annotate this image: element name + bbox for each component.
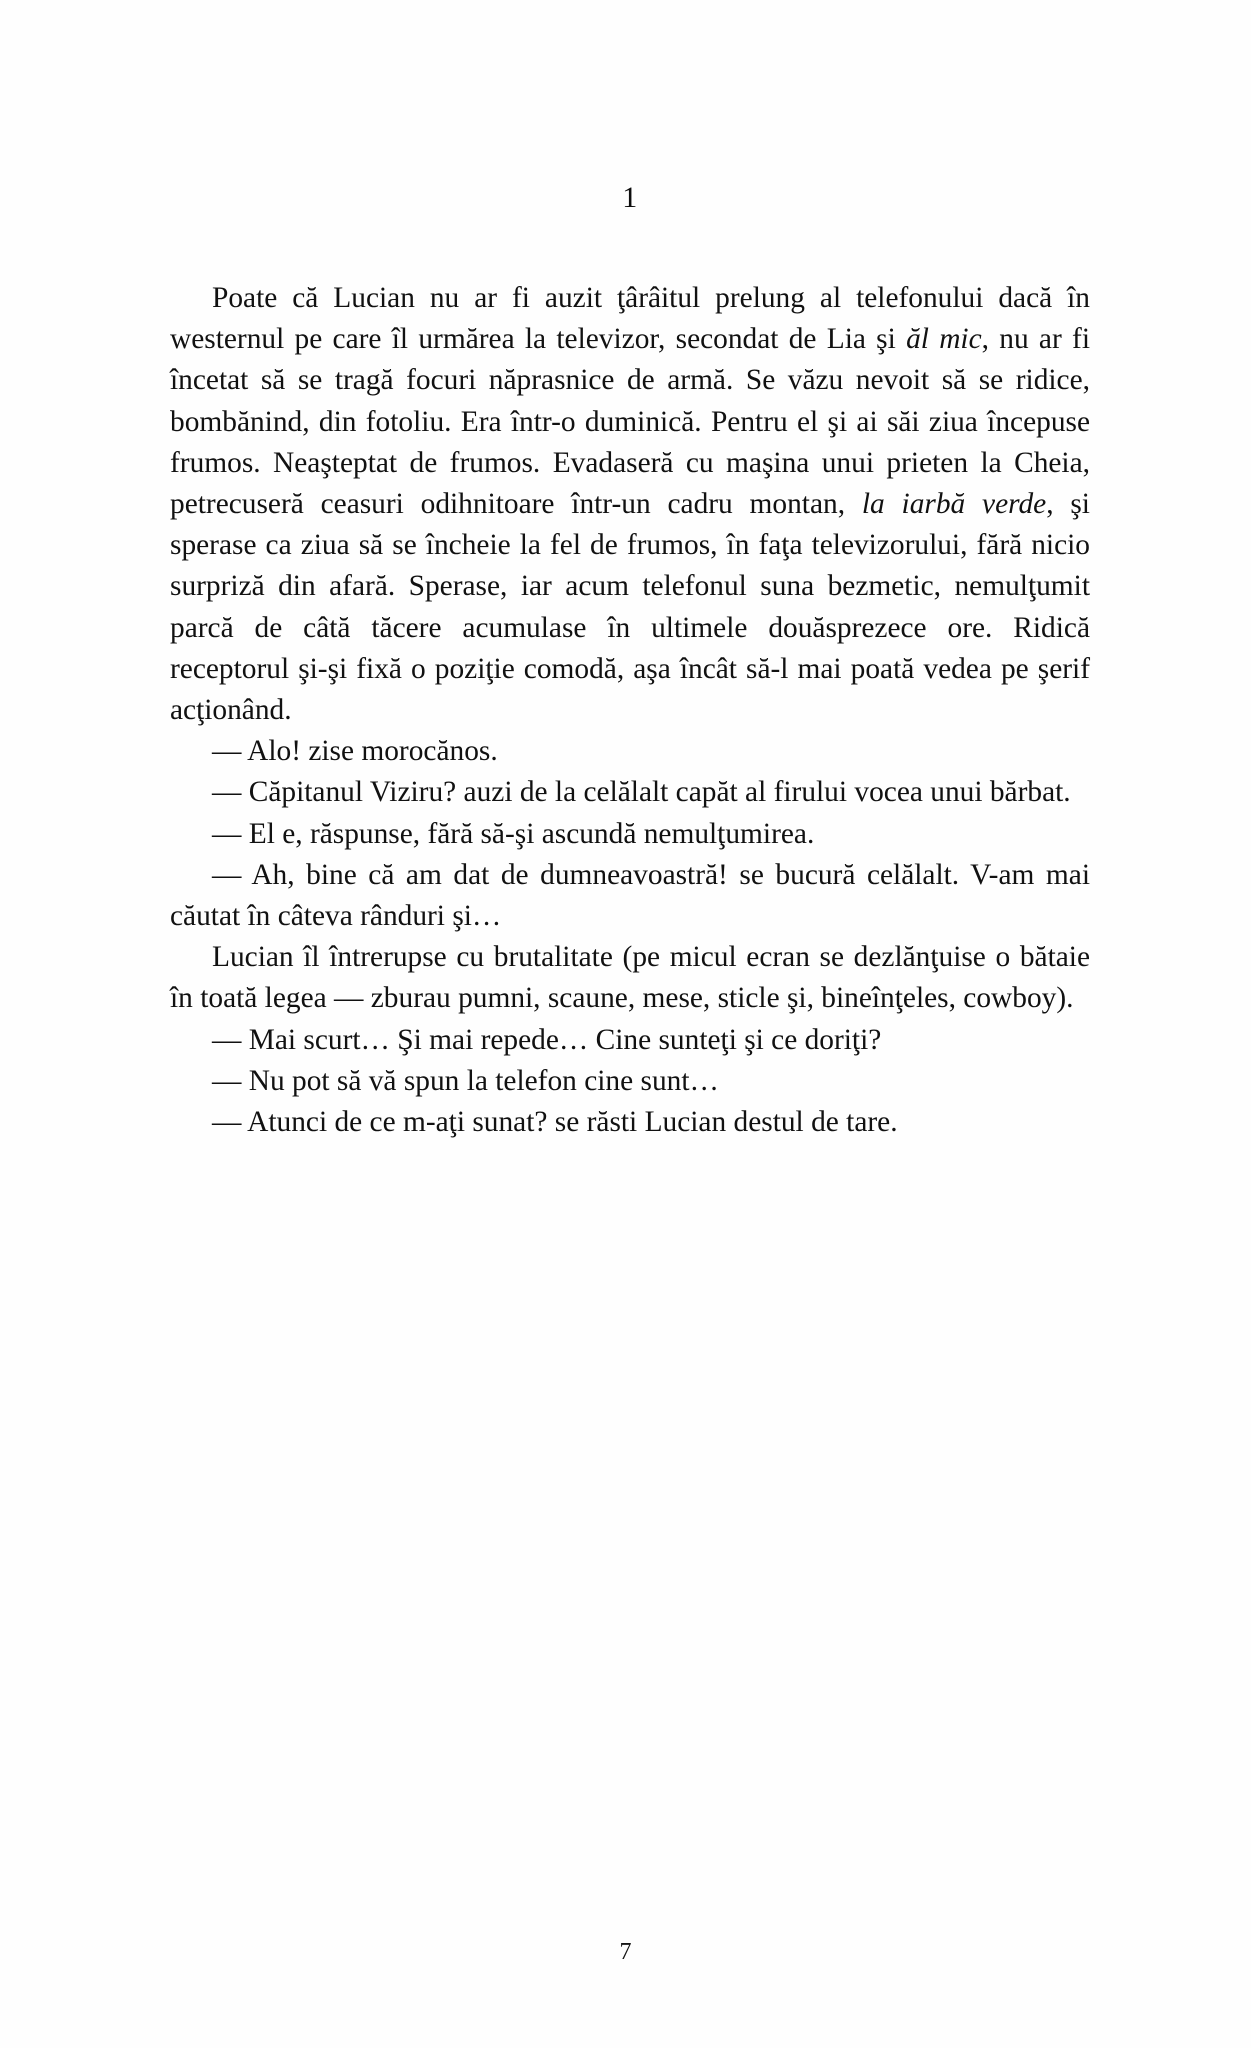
narrative-paragraph	[170, 937, 1090, 1019]
text-run: , şi sperase ca ziua să se încheie la fel de frumos, în faţa televizorului, fără nicio surpriză din afară. Sperase, iar acum telefonul suna bezmetic, nemulţumit parcă de câtă tăcere acumulase în ultimele douăsprezece ore. Ridică receptorul şi-şi fixă o poziţie comodă, aşa încât să-l mai poată vedea pe şerif acţionând.	[170, 488, 1090, 727]
page-folio-number: 7	[619, 1939, 632, 1965]
dialogue-paragraph	[170, 1102, 1090, 1143]
text-run: Poate că Lucian nu ar fi auzit ţârâitul prelung al telefonului dacă în westernul pe care îl urmărea la televizor, secondat de Lia şi	[170, 282, 1090, 356]
text-run: — Nu pot să vă spun la telefon cine sunt…	[212, 1064, 719, 1097]
text-run: — Mai scurt… Şi mai repede… Cine sunteţi şi ce doriţi?	[212, 1023, 882, 1056]
text-run: — Ah, bine că am dat de dumneavoastră! se bucură celălalt. V-am mai căutat în câteva rânduri şi…	[170, 858, 1090, 933]
text-run: , nu ar fi încetat să se tragă focuri năprasnice de armă. Se văzu nevoit să se ridice, bombănind, din fotoliu. Era într-o duminică. Pentru el şi ai săi ziua începuse frumos. Neaşteptat de frumos. Evadaseră cu maşina unui prieten la Cheia, petrecuseră ceasuri odihnitoare într-un cadru montan,	[170, 323, 1090, 521]
text-run: Lucian îl întrerupse cu brutalitate (pe micul ecran se dezlănţuise o bătaie în toată legea — zburau pumni, scaune, mese, sticle şi, bineînţeles, cowboy).	[170, 941, 1090, 1015]
italic-phrase: ăl mic	[906, 323, 982, 356]
dialogue-paragraph	[170, 814, 1090, 855]
dialogue-paragraph	[170, 772, 1090, 813]
body-text	[170, 278, 1090, 1143]
chapter-number: 1	[622, 181, 638, 214]
text-run: — El e, răspunse, fără să-şi ascundă nemulţumirea.	[212, 817, 815, 850]
narrative-paragraph	[170, 278, 1090, 731]
dialogue-paragraph	[170, 1061, 1090, 1102]
text-run: — Căpitanul Viziru? auzi de la celălalt capăt al firului vocea unui bărbat.	[212, 776, 1071, 809]
text-run: — Alo! zise morocănos.	[212, 735, 498, 768]
page-text-block	[170, 180, 1090, 1143]
italic-phrase: la iarbă verde	[861, 488, 1047, 521]
text-run: — Atunci de ce m-aţi sunat? se răsti Lucian destul de tare.	[212, 1106, 898, 1139]
dialogue-paragraph	[170, 731, 1090, 772]
dialogue-paragraph	[170, 1020, 1090, 1061]
dialogue-paragraph	[170, 855, 1090, 937]
